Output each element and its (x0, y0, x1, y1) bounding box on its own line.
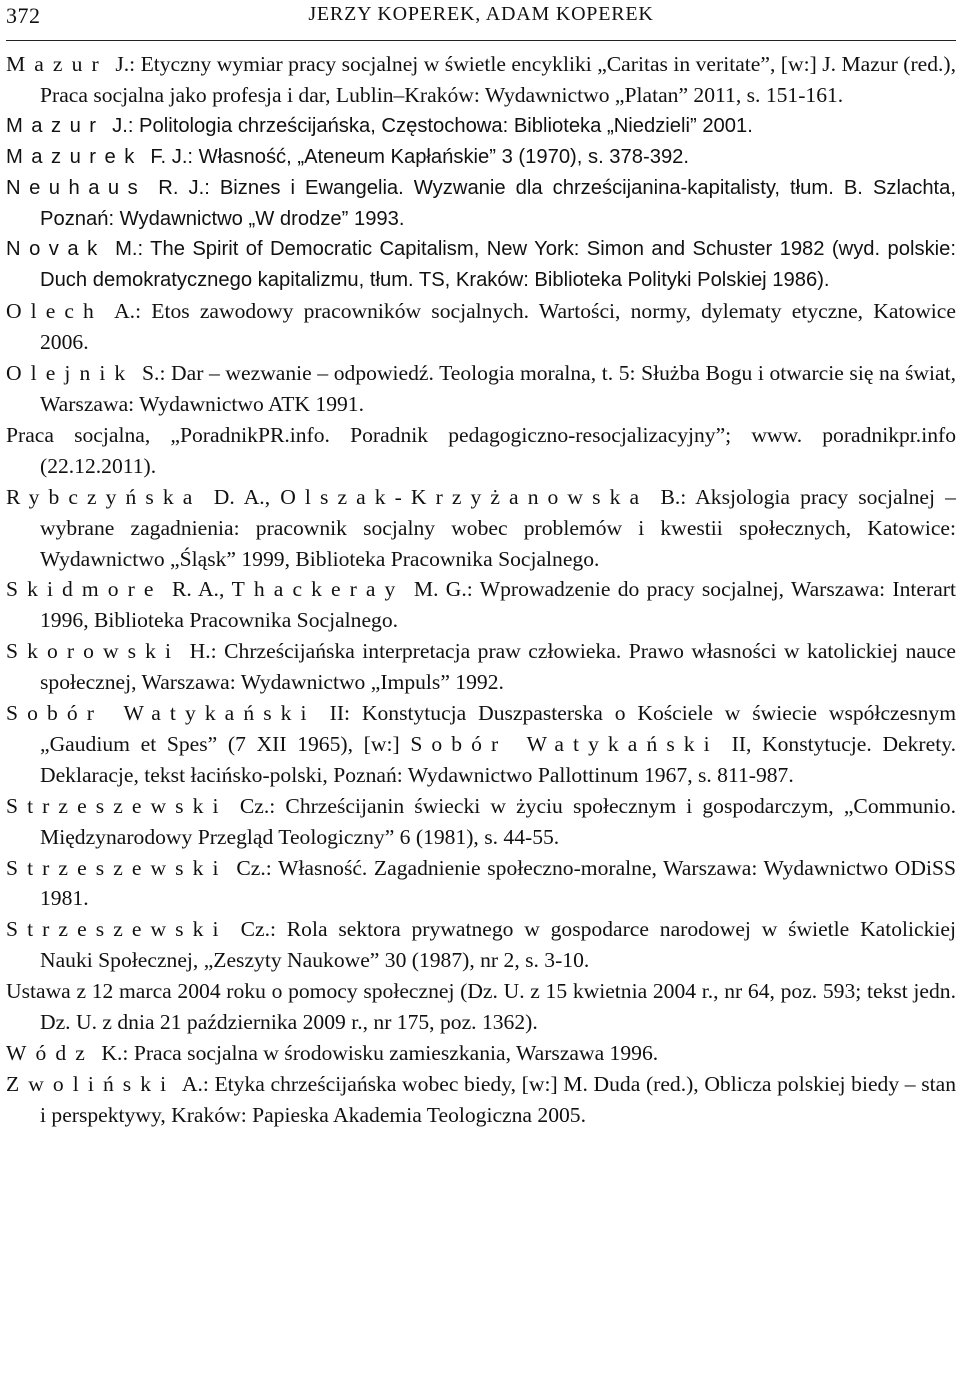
reference-entry (6, 482, 956, 575)
reference-entry (6, 358, 956, 420)
running-title: JERZY KOPEREK, ADAM KOPEREK (308, 3, 654, 25)
reference-entry (6, 111, 956, 142)
reference-entry (6, 791, 956, 853)
reference-entry (6, 420, 956, 482)
reference-author: Novak (6, 238, 106, 261)
reference-author: Strzeszewski (6, 917, 228, 942)
reference-author: Neuhaus (6, 176, 147, 199)
reference-entry (6, 234, 956, 296)
reference-entry (6, 1038, 956, 1069)
reference-author: Strzeszewski (6, 855, 228, 880)
running-head (6, 0, 956, 41)
reference-entry (6, 853, 956, 915)
page-number: 372 (6, 3, 41, 28)
reference-text: II, Konstytucje. Dekrety. Deklaracje, tekst łacińsko-polski, Poznań: Wydawnictwo Pallottinum 1967, s. 811-987. (40, 731, 956, 787)
reference-author: Rybczyńska (6, 484, 202, 509)
reference-text: M. G.: Wprowadzenie do pracy socjalnej, Warszawa: Interart 1996, Biblioteka Pracownika Socjalnego. (40, 577, 956, 633)
reference-entry (6, 49, 956, 111)
reference-entry (6, 574, 956, 636)
reference-author: Skorowski (6, 639, 181, 664)
reference-text: Cz.: Chrześcijanin świecki w życiu społecznym i gospodarczym, „Communio. Międzynarodowy Przegląd Teologiczny” 6 (1981), s. 44-55. (40, 793, 956, 849)
reference-text: Cz.: Własność. Zagadnienie społeczno-moralne, Warszawa: Wydawnictwo ODiSS 1981. (40, 855, 956, 911)
reference-author: Strzeszewski (6, 793, 228, 818)
reference-author: Mazurek (6, 145, 143, 168)
bibliography-list (6, 49, 956, 1131)
reference-text: R. J.: Biznes i Ewangelia. Wyzwanie dla chrześcijanina-kapitalisty, tłum. B. Szlachta, Poznań: Wydawnictwo „W drodze” 1993. (40, 176, 956, 230)
reference-text: R. A., (172, 577, 232, 602)
reference-entry (6, 142, 956, 173)
reference-text: A.: Etyka chrześcijańska wobec biedy, [w:] M. Duda (red.), Oblicza polskiej biedy – stan i perspektywy, Kraków: Papieska Akademia Teologiczna 2005. (40, 1071, 956, 1127)
reference-entry (6, 914, 956, 976)
reference-author: Olech (6, 299, 103, 324)
reference-text: A.: Etos zawodowy pracowników socjalnych. Wartości, normy, dylematy etyczne, Katowice 2006. (40, 299, 956, 355)
reference-entry (6, 698, 956, 791)
reference-entry (6, 976, 956, 1038)
reference-text: D. A., (213, 484, 281, 509)
reference-text: J.: Etyczny wymiar pracy socjalnej w świetle encykliki „Caritas in veritate”, [w:] J. Mazur (red.), Praca socjalna jako profesja i dar, Lublin–Kraków: Wydawnictwo „Platan” 2011, s. 151-161. (40, 52, 956, 107)
reference-text: K.: Praca socjalna w środowisku zamieszkania, Warszawa 1996. (101, 1041, 659, 1065)
reference-author: Zwoliński (6, 1071, 176, 1096)
reference-text: Ustawa z 12 marca 2004 roku o pomocy społecznej (Dz. U. z 15 kwietnia 2004 r., nr 64, poz. 593; tekst jedn. Dz. U. z dnia 21 października 2009 r., nr 175, poz. 1362). (6, 979, 956, 1035)
reference-author: Skidmore (6, 577, 163, 602)
reference-author: Sobór Watykański (410, 731, 719, 756)
reference-entry (6, 296, 956, 358)
reference-text: F. J.: Własność, „Ateneum Kapłańskie” 3 (1970), s. 378-392. (150, 145, 690, 168)
reference-author: Thackeray (231, 577, 405, 602)
reference-author: Sobór Watykański (6, 701, 316, 726)
reference-text: H.: Chrześcijańska interpretacja praw człowieka. Prawo własności w katolickiej nauce społecznej, Warszawa: Wydawnictwo „Impuls” 1992. (40, 639, 956, 695)
reference-author: Mazur (6, 52, 108, 76)
reference-author: Wódz (6, 1041, 94, 1065)
reference-text: J.: Politologia chrześcijańska, Częstochowa: Biblioteka „Niedzieli” 2001. (112, 114, 753, 137)
reference-text: S.: Dar – wezwanie – odpowiedź. Teologia moralna, t. 5: Służba Bogu i otwarcie się na świat, Warszawa: Wydawnictwo ATK 1991. (40, 361, 956, 416)
reference-entry (6, 173, 956, 235)
reference-text: Praca socjalna, „PoradnikPR.info. Poradnik pedagogiczno-resocjalizacyjny”; www. poradnikpr.info (22.12.2011). (6, 422, 956, 478)
reference-text: Cz.: Rola sektora prywatnego w gospodarce narodowej w świetle Katolickiej Nauki Społecznej, „Zeszyty Naukowe” 30 (1987), nr 2, s. 3-10. (40, 917, 957, 973)
reference-author: Mazur (6, 114, 105, 137)
reference-text: M.: The Spirit of Democratic Capitalism, New York: Simon and Schuster 1982 (wyd. polskie: Duch demokratycznego kapitalizmu, tłum. TS, Kraków: Biblioteka Polityki Polskiej 1986). (40, 238, 956, 292)
reference-text: B.: Aksjologia pracy socjalnej – wybrane zagadnienia: pracownik socjalny wobec problemów i kwestii społecznych, Katowice: Wydawnictwo „Śląsk” 1999, Biblioteka Pracownika Socjalnego. (40, 484, 956, 571)
reference-author: Olejnik (6, 361, 135, 386)
reference-author: Olszak-Krzyżanowska (280, 484, 649, 509)
reference-entry (6, 636, 956, 698)
reference-entry (6, 1069, 956, 1131)
reference-text: II: Konstytucja Duszpasterska o Kościele w świecie współczesnym „Gaudium et Spes” (7 XII 1965), [w:] (40, 701, 956, 756)
